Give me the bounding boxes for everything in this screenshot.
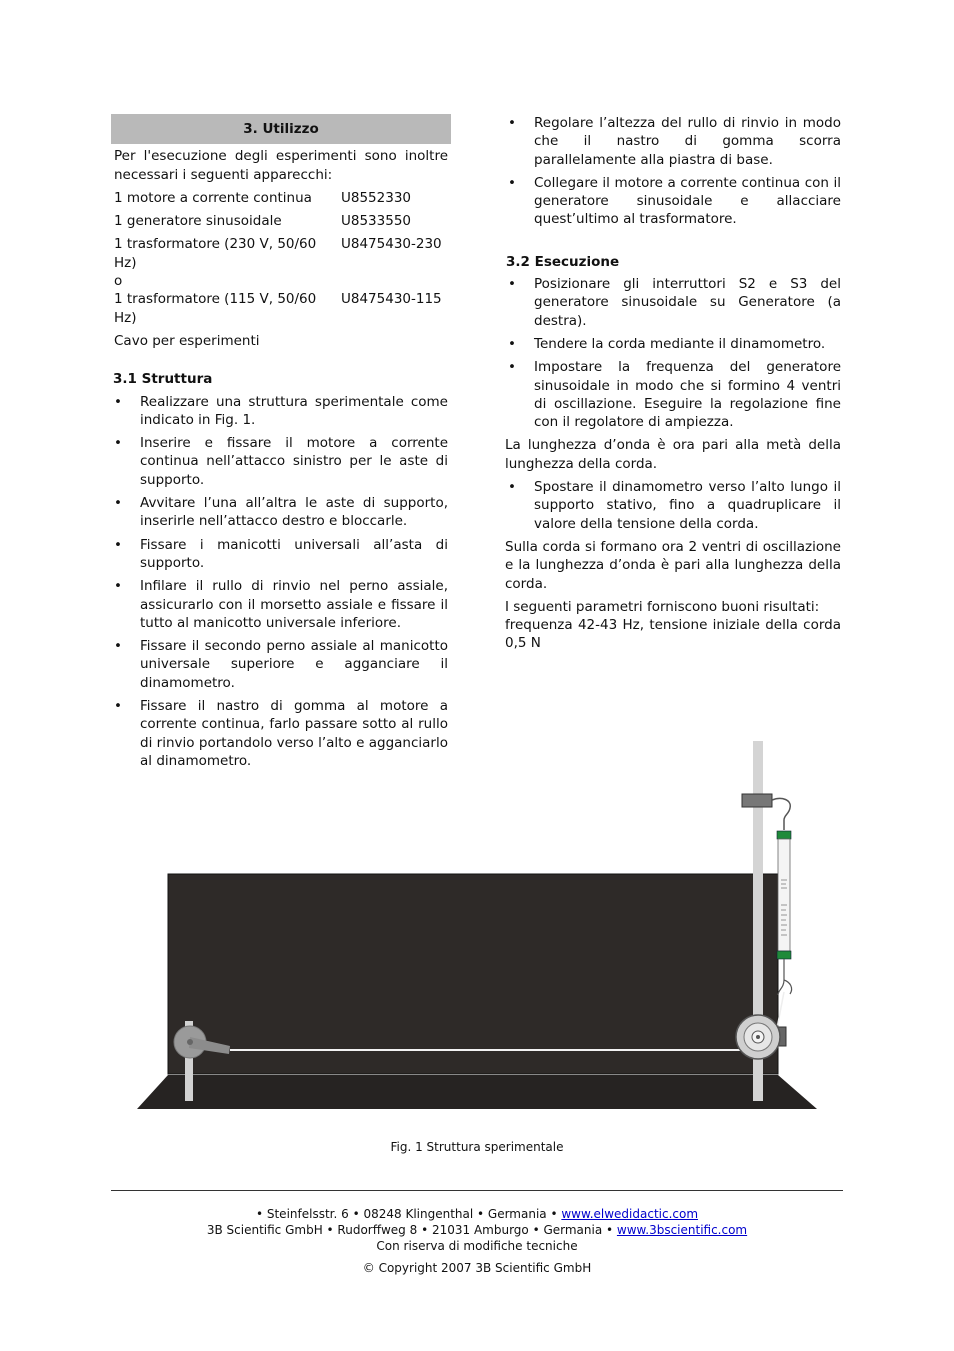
base-plate xyxy=(137,1075,817,1109)
dynamometer-top-cap xyxy=(777,831,791,839)
list-item: • Infilare il rullo di rinvio nel perno assiale, assicurarlo con il morsetto assiale e fissare il tutto al manicotto universale inferiore. xyxy=(114,578,448,631)
list-item: • Tendere la corda mediante il dinamometro. xyxy=(508,335,826,352)
equipment-name: 1 motore a corrente continua xyxy=(114,189,312,206)
dynamometer-hook-icon xyxy=(778,959,792,995)
figure-caption: Fig. 1 Struttura sperimentale xyxy=(390,1140,564,1154)
equipment-name: 1 trasformatore (115 V, 50/60 Hz) xyxy=(114,291,317,326)
paragraph: La lunghezza d’onda è ora pari alla metà della lunghezza della corda. xyxy=(505,437,841,472)
list-item: • Spostare il dinamometro verso l’alto lungo il supporto stativo, fino a quadruplicare il valore della tensione della corda. xyxy=(508,479,841,532)
copyright: © Copyright 2007 3B Scientific GmbH xyxy=(362,1261,592,1275)
section-title: 3. Utilizzo xyxy=(111,114,451,144)
list-item: • Fissare il secondo perno assiale al manicotto universale superiore e agganciare il dinamometro. xyxy=(114,638,448,691)
dynamometer-bottom-cap xyxy=(777,951,791,959)
equipment-name: 1 generatore sinusoidale xyxy=(114,213,282,230)
paragraph: frequenza 42-43 Hz, tensione iniziale della corda 0,5 N xyxy=(505,617,841,652)
equipment-code: U8552330 xyxy=(341,189,412,206)
list-item: • Fissare i manicotti universali all’asta di supporto. xyxy=(114,536,448,571)
list-item: • Avvitare l’una all’altra le aste di supporto, inserirle nell’attacco destro e bloccarle. xyxy=(114,495,448,530)
footer-divider xyxy=(111,1190,843,1191)
hook-icon xyxy=(772,798,790,830)
intro-text: Per l'esecuzione degli esperimenti sono inoltre necessari i seguenti apparecchi: xyxy=(114,148,448,183)
upper-clamp xyxy=(742,794,772,807)
dynamometer-body xyxy=(778,839,790,951)
3b-link[interactable]: www.3bscientific.com xyxy=(616,1223,748,1237)
list-item: • Collegare il motore a corrente continua con il generatore sinusoidale e allacciare quest’ultimo al trasformatore. xyxy=(508,174,841,228)
motor-axle xyxy=(187,1039,193,1045)
equipment-code: U8475430-230 xyxy=(341,236,442,253)
footer-line-3: Con riserva di modifiche tecniche xyxy=(376,1239,578,1253)
list-item: • Realizzare una struttura sperimentale come indicato in Fig. 1. xyxy=(114,393,448,428)
list-item: • Fissare il nastro di gomma al motore a corrente continua, farlo passare sotto al rullo di rinvio portandolo verso l’alto e agganciarlo al dinamometro. xyxy=(114,698,448,769)
list-item: • Posizionare gli interruttori S2 e S3 del generatore sinusoidale su Generatore (a destra). xyxy=(508,276,841,329)
paragraph: Sulla corda si formano ora 2 ventri di oscillazione e la lunghezza d’onda è pari alla lunghezza della corda. xyxy=(505,538,841,592)
equipment-code: U8475430-115 xyxy=(341,291,442,308)
elwe-link[interactable]: www.elwedidactic.com xyxy=(561,1207,699,1221)
equipment-name: 1 trasformatore (230 V, 50/60 Hz) xyxy=(114,236,317,271)
list-item: • Inserire e fissare il motore a corrente continua nell’attacco sinistro per le aste di supporto. xyxy=(114,435,448,488)
list-item: • Regolare l’altezza del rullo di rinvio in modo che il nastro di gomma scorra parallelamente alla piastra di base. xyxy=(508,115,841,168)
footer-line-2: 3B Scientific GmbH • Rudorffweg 8 • 21031 Amburgo • Germania • www.3bscientific.com xyxy=(206,1223,748,1237)
paragraph: I seguenti parametri forniscono buoni risultati: xyxy=(505,598,820,615)
cable-text: Cavo per esperimenti xyxy=(114,332,260,349)
or-text: o xyxy=(114,273,123,290)
footer-line-1: • Steinfelsstr. 6 • 08248 Klingenthal • Germania • www.elwedidactic.com xyxy=(255,1207,699,1221)
list-item: • Impostare la frequenza del generatore sinusoidale in modo che si formino 4 ventri di oscillazione. Eseguire la regolazione fine con il regolatore di ampiezza. xyxy=(508,359,841,431)
back-board xyxy=(168,874,778,1074)
equipment-code: U8533550 xyxy=(341,213,412,230)
subsection-title: 3.1 Struttura xyxy=(113,371,213,388)
subsection-title: 3.2 Esecuzione xyxy=(506,253,620,270)
